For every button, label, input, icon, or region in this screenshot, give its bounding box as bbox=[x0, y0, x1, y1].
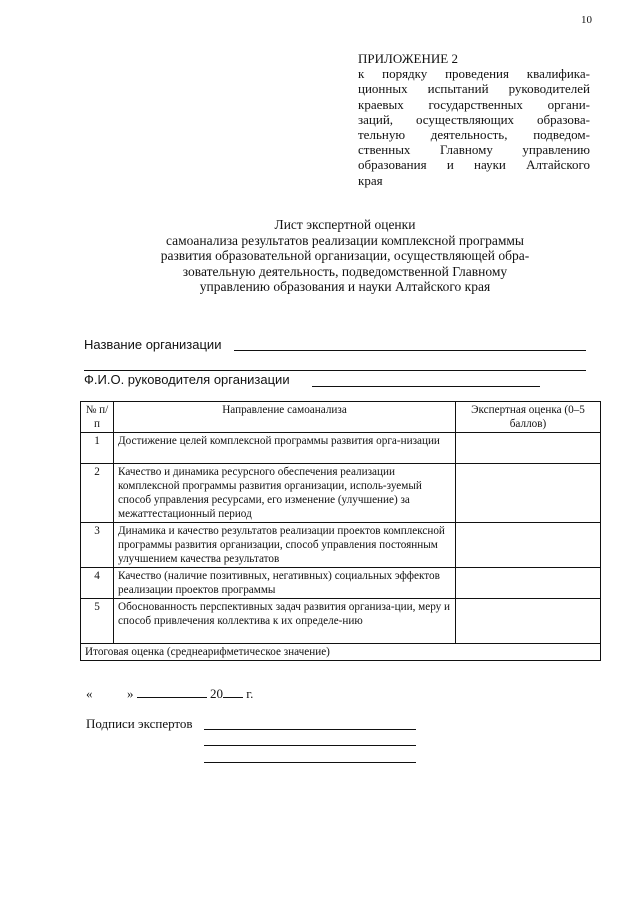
evaluation-table bbox=[80, 401, 601, 661]
row-number: 3 bbox=[81, 523, 114, 568]
date-close-quote: » bbox=[127, 686, 134, 701]
table-header-row bbox=[81, 402, 601, 433]
row-score-cell[interactable] bbox=[456, 433, 601, 464]
table-row bbox=[81, 568, 601, 599]
appendix-line: ственных Главному управлению bbox=[358, 142, 590, 158]
appendix-line: к порядку проведения квалифика- bbox=[358, 66, 590, 82]
appendix-line: тельную деятельность, подведом- bbox=[358, 127, 590, 143]
appendix-line: заций, осуществляющих образова- bbox=[358, 111, 590, 127]
header-direction: Направление самоанализа bbox=[114, 402, 456, 433]
table-row bbox=[81, 599, 601, 644]
organization-name-field[interactable] bbox=[234, 350, 586, 351]
table-total-row bbox=[81, 644, 601, 661]
date-year-prefix: 20 bbox=[210, 686, 223, 701]
row-direction: Динамика и качество результатов реализации проектов комплексной программы развития организации, способ управления постоянным улучшением качества результатов bbox=[114, 523, 456, 568]
signatures-label: Подписи экспертов bbox=[86, 716, 193, 731]
row-number: 1 bbox=[81, 433, 114, 464]
row-direction: Качество и динамика ресурсного обеспечения реализации комплексной программы развития организации, исполь-зуемый способ управления ресурсами, его изменение (улучшение) за межаттестационный период bbox=[114, 464, 456, 523]
header-number: № п/п bbox=[81, 402, 114, 433]
row-score-cell[interactable] bbox=[456, 523, 601, 568]
appendix-line: краевых государственных органи- bbox=[358, 96, 590, 112]
sheet-title-line: управлению образования и науки Алтайского края bbox=[199, 279, 491, 294]
row-number: 4 bbox=[81, 568, 114, 599]
row-score-cell[interactable] bbox=[456, 568, 601, 599]
date-month-field[interactable] bbox=[137, 684, 207, 698]
header-score: Экспертная оценка (0–5 баллов) bbox=[456, 402, 601, 433]
date-year-field[interactable] bbox=[223, 684, 243, 698]
row-number: 5 bbox=[81, 599, 114, 644]
row-score-cell[interactable] bbox=[456, 464, 601, 523]
row-number: 2 bbox=[81, 464, 114, 523]
appendix-line: края bbox=[358, 172, 383, 188]
row-direction: Обоснованность перспективных задач развития организа-ции, меру и способ привлечения коллектива к их определе-нию bbox=[114, 599, 456, 644]
row-score-cell[interactable] bbox=[456, 599, 601, 644]
page-number: 10 bbox=[581, 14, 592, 26]
total-label: Итоговая оценка (среднеарифметическое значение) bbox=[81, 644, 601, 661]
row-direction: Достижение целей комплексной программы развития орга-низации bbox=[114, 433, 456, 464]
appendix-line: ционных испытаний руководителей bbox=[358, 81, 590, 97]
signature-line-3[interactable] bbox=[204, 762, 416, 763]
date-day-field[interactable] bbox=[96, 685, 124, 698]
sheet-title bbox=[100, 217, 590, 295]
date-year-suffix: г. bbox=[246, 686, 254, 701]
sheet-title-line: Лист экспертной оценки bbox=[274, 217, 416, 232]
table-row bbox=[81, 433, 601, 464]
sheet-title-line: развития образовательной организации, осуществляющей обра- bbox=[160, 248, 530, 263]
table-row bbox=[81, 523, 601, 568]
signature-line-1[interactable] bbox=[204, 729, 416, 730]
appendix-line: образования и науки Алтайского bbox=[358, 157, 590, 173]
date-open-quote: « bbox=[86, 686, 93, 701]
director-name-field[interactable] bbox=[312, 386, 540, 387]
organization-name-label: Название организации bbox=[84, 337, 222, 352]
sheet-title-line: зовательную деятельность, подведомственной Главному bbox=[182, 263, 508, 279]
table-row bbox=[81, 464, 601, 523]
appendix-header bbox=[358, 51, 590, 188]
row-direction: Качество (наличие позитивных, негативных) социальных эффектов реализации проектов программы bbox=[114, 568, 456, 599]
appendix-title: ПРИЛОЖЕНИЕ 2 bbox=[358, 51, 458, 66]
signature-line-2[interactable] bbox=[204, 745, 416, 746]
organization-name-field-line-2[interactable] bbox=[84, 370, 586, 371]
date-line bbox=[86, 684, 253, 702]
director-name-label: Ф.И.О. руководителя организации bbox=[84, 372, 290, 387]
sheet-title-line: самоанализа результатов реализации комплексной программы bbox=[165, 232, 524, 248]
